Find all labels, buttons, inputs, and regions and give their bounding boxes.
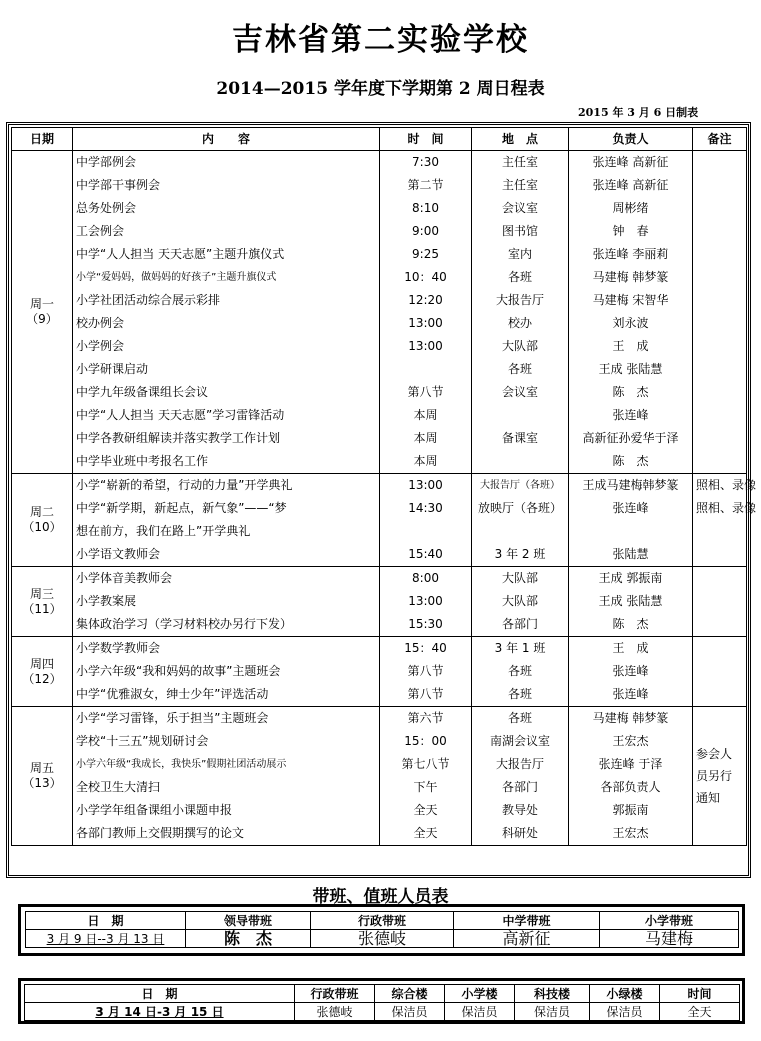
time-cell: 15：40 (380, 637, 472, 661)
duty2-header: 综合楼 (375, 985, 445, 1003)
duty-table-1 (25, 911, 739, 948)
table-row (12, 799, 747, 822)
content-cell: 工会例会 (73, 220, 380, 243)
place-cell: 各班 (472, 660, 569, 683)
note-cell (693, 358, 747, 381)
table-row (12, 335, 747, 358)
place-cell: 会议室 (472, 381, 569, 404)
table-row (12, 660, 747, 683)
duty2-header-row (25, 985, 740, 1003)
table-row (12, 404, 747, 427)
time-cell: 12:20 (380, 289, 472, 312)
person-cell: 王成 郭振南 (569, 567, 693, 591)
place-cell: 主任室 (472, 151, 569, 175)
person-cell: 张连峰 (569, 404, 693, 427)
table-row (12, 707, 747, 731)
duty1-header: 行政带班 (311, 912, 454, 930)
place-cell: 教导处 (472, 799, 569, 822)
time-cell: 本周 (380, 427, 472, 450)
content-cell: 集体政治学习（学习材料校办另行下发） (73, 613, 380, 637)
table-row (12, 497, 747, 520)
table-row (12, 520, 747, 543)
day-date: （9） (26, 312, 58, 326)
duty2-building: 保洁员 (590, 1003, 660, 1021)
table-row (12, 381, 747, 404)
note-cell: 参会人员另行通知 (693, 707, 747, 846)
person-cell: 王成 张陆慧 (569, 358, 693, 381)
place-cell: 各班 (472, 683, 569, 707)
table-row (12, 567, 747, 591)
content-cell: 学校“十三五”规划研讨会 (73, 730, 380, 753)
place-cell: 各部门 (472, 613, 569, 637)
duty2-header: 科技楼 (515, 985, 590, 1003)
note-cell: 照相、录像 (693, 474, 747, 498)
made-date: 2015 年 3 月 6 日制表 (578, 106, 699, 119)
note-cell (693, 683, 747, 707)
note-cell (693, 335, 747, 358)
note-cell (693, 450, 747, 474)
place-cell: 图书馆 (472, 220, 569, 243)
time-cell: 第八节 (380, 660, 472, 683)
schedule-frame (6, 122, 757, 878)
content-cell: 小学语文教师会 (73, 543, 380, 567)
person-cell: 王成 张陆慧 (569, 590, 693, 613)
duty2-admin: 张德岐 (295, 1003, 375, 1021)
place-cell: 各班 (472, 707, 569, 731)
schedule-table (11, 127, 757, 846)
header-note: 备注 (693, 128, 747, 151)
table-row (12, 243, 747, 266)
table-row (12, 312, 747, 335)
note-cell (693, 427, 747, 450)
duty1-header: 小学带班 (600, 912, 739, 930)
content-cell: 小学“爱妈妈，做妈妈的好孩子”主题升旗仪式 (73, 266, 380, 289)
time-cell: 15:30 (380, 613, 472, 637)
note-cell: 照相、录像 (693, 497, 747, 520)
place-cell: 科研处 (472, 822, 569, 846)
day-date: （13） (22, 776, 62, 790)
duty1-date: 3 月 9 日--3 月 13 日 (26, 930, 186, 948)
note-cell (693, 613, 747, 637)
person-cell: 各部负责人 (569, 776, 693, 799)
content-cell: 小学六年级“我成长，我快乐”假期社团活动展示 (73, 753, 380, 776)
time-cell (380, 520, 472, 543)
time-cell: 13:00 (380, 312, 472, 335)
table-row (12, 427, 747, 450)
table-row (12, 753, 747, 776)
place-cell: 各班 (472, 358, 569, 381)
place-cell: 主任室 (472, 174, 569, 197)
duty2-header: 时间 (660, 985, 740, 1003)
note-cell (693, 197, 747, 220)
person-cell: 高新征孙爱华于泽 (569, 427, 693, 450)
duty2-date: 3 月 14 日-3 月 15 日 (25, 1003, 295, 1021)
duty2-time: 全天 (660, 1003, 740, 1021)
time-cell: 8:10 (380, 197, 472, 220)
content-cell: 全校卫生大清扫 (73, 776, 380, 799)
header-person: 负责人 (569, 128, 693, 151)
time-cell: 9:25 (380, 243, 472, 266)
content-cell: 中学部干事例会 (73, 174, 380, 197)
time-cell: 本周 (380, 404, 472, 427)
person-cell: 王 成 (569, 335, 693, 358)
place-cell: 3 年 1 班 (472, 637, 569, 661)
time-cell: 10：40 (380, 266, 472, 289)
person-cell: 张连峰 高新征 (569, 174, 693, 197)
header-date: 日期 (12, 128, 73, 151)
time-cell: 7:30 (380, 151, 472, 175)
duty1-header-row (26, 912, 739, 930)
table-row (12, 543, 747, 567)
content-cell: 总务处例会 (73, 197, 380, 220)
duty1-header: 日 期 (26, 912, 186, 930)
duty1-primary: 马建梅 (600, 930, 739, 948)
table-header-row (12, 128, 747, 151)
table-row (12, 220, 747, 243)
content-cell: 小学六年级“我和妈妈的故事”主题班会 (73, 660, 380, 683)
duty2-header: 日 期 (25, 985, 295, 1003)
person-cell: 陈 杰 (569, 613, 693, 637)
content-cell: 中学部例会 (73, 151, 380, 175)
day-cell (12, 567, 73, 637)
content-cell: 小学社团活动综合展示彩排 (73, 289, 380, 312)
time-cell: 全天 (380, 799, 472, 822)
time-cell: 第六节 (380, 707, 472, 731)
day-date: （10） (22, 520, 62, 534)
day-name: 周四 (29, 656, 54, 671)
content-cell: 中学毕业班中考报名工作 (73, 450, 380, 474)
place-cell (472, 404, 569, 427)
table-row (12, 590, 747, 613)
duty-table-2 (24, 984, 740, 1021)
person-cell: 王宏杰 (569, 730, 693, 753)
place-cell: 会议室 (472, 197, 569, 220)
place-cell: 大报告厅 (472, 289, 569, 312)
time-cell: 第八节 (380, 381, 472, 404)
table-row (12, 683, 747, 707)
note-cell (693, 520, 747, 543)
time-cell: 9:00 (380, 220, 472, 243)
table-row (12, 289, 747, 312)
place-cell: 大报告厅 (472, 753, 569, 776)
person-cell: 周彬绪 (569, 197, 693, 220)
time-cell: 本周 (380, 450, 472, 474)
note-cell (693, 637, 747, 661)
header-content: 内 容 (73, 128, 380, 151)
content-cell: 小学数学教师会 (73, 637, 380, 661)
duty2-row (25, 1003, 740, 1021)
day-cell (12, 151, 73, 474)
place-cell: 备课室 (472, 427, 569, 450)
place-cell: 各部门 (472, 776, 569, 799)
duty-table-2-box (18, 978, 745, 1024)
time-cell: 15:40 (380, 543, 472, 567)
table-row (12, 358, 747, 381)
duty1-leader: 陈 杰 (186, 930, 311, 948)
table-row (12, 151, 747, 175)
schedule-subtitle: 2014—2015 学年度下学期第 2 周日程表 (216, 79, 545, 99)
content-cell: 中学各教研组解读并落实教学工作计划 (73, 427, 380, 450)
content-cell: 小学研课启动 (73, 358, 380, 381)
person-cell: 王 成 (569, 637, 693, 661)
header-time: 时 间 (380, 128, 472, 151)
place-cell: 3 年 2 班 (472, 543, 569, 567)
duty2-building: 保洁员 (375, 1003, 445, 1021)
day-date: （12） (22, 671, 62, 686)
time-cell: 14:30 (380, 497, 472, 520)
note-cell (693, 266, 747, 289)
person-cell: 张连峰 李丽莉 (569, 243, 693, 266)
place-cell: 大队部 (472, 590, 569, 613)
table-row (12, 730, 747, 753)
person-cell: 马建梅 韩梦篆 (569, 707, 693, 731)
person-cell: 钟 春 (569, 220, 693, 243)
day-cell (12, 637, 73, 707)
place-cell: 大报告厅（各班） (472, 474, 569, 498)
note-cell (693, 243, 747, 266)
person-cell: 陈 杰 (569, 381, 693, 404)
day-cell (12, 474, 73, 567)
note-cell (693, 312, 747, 335)
duty2-building: 保洁员 (515, 1003, 590, 1021)
time-cell (380, 358, 472, 381)
duty1-header: 领导带班 (186, 912, 311, 930)
place-cell: 大队部 (472, 335, 569, 358)
place-cell (472, 450, 569, 474)
table-row (12, 822, 747, 846)
person-cell: 张连峰 (569, 683, 693, 707)
person-cell: 张连峰 (569, 497, 693, 520)
duty2-header: 小绿楼 (590, 985, 660, 1003)
note-cell (693, 381, 747, 404)
duty2-header: 小学楼 (445, 985, 515, 1003)
table-row (12, 637, 747, 661)
day-name: 周二 (29, 505, 54, 519)
content-cell: 各部门教师上交假期撰写的论文 (73, 822, 380, 846)
time-cell: 第八节 (380, 683, 472, 707)
content-cell: 中学九年级备课组长会议 (73, 381, 380, 404)
person-cell: 张连峰 (569, 660, 693, 683)
place-cell: 室内 (472, 243, 569, 266)
place-cell (472, 520, 569, 543)
day-name: 周三 (29, 586, 54, 601)
content-cell: 中学“人人担当 天天志愿”学习雷锋活动 (73, 404, 380, 427)
time-cell: 全天 (380, 822, 472, 846)
content-cell: 校办例会 (73, 312, 380, 335)
person-cell (569, 520, 693, 543)
table-row (12, 474, 747, 498)
content-cell: 中学“优雅淑女，绅士少年”评选活动 (73, 683, 380, 707)
time-cell: 第七八节 (380, 753, 472, 776)
note-cell (693, 543, 747, 567)
table-row (12, 266, 747, 289)
content-cell: 小学学年组备课组小课题申报 (73, 799, 380, 822)
note-cell (693, 660, 747, 683)
place-cell: 各班 (472, 266, 569, 289)
place-cell: 南湖会议室 (472, 730, 569, 753)
person-cell: 郭振南 (569, 799, 693, 822)
time-cell: 第二节 (380, 174, 472, 197)
table-row (12, 776, 747, 799)
note-cell (693, 174, 747, 197)
table-row (12, 197, 747, 220)
content-cell: 小学“学习雷锋，乐于担当”主题班会 (73, 707, 380, 731)
day-date: （11） (22, 601, 62, 616)
person-cell: 王宏杰 (569, 822, 693, 846)
time-cell: 15：00 (380, 730, 472, 753)
place-cell: 校办 (472, 312, 569, 335)
time-cell: 8:00 (380, 567, 472, 591)
duty-table-1-box (18, 904, 745, 956)
duty-title: 带班、值班人员表 (312, 887, 449, 907)
content-cell: 中学“新学期，新起点，新气象”——“梦 (73, 497, 380, 520)
table-row (12, 450, 747, 474)
person-cell: 王成马建梅韩梦篆 (569, 474, 693, 498)
duty1-admin: 张德岐 (311, 930, 454, 948)
person-cell: 张陆慧 (569, 543, 693, 567)
duty2-header: 行政带班 (295, 985, 375, 1003)
person-cell: 张连峰 于泽 (569, 753, 693, 776)
note-cell (693, 151, 747, 175)
content-cell: 小学例会 (73, 335, 380, 358)
place-cell: 放映厅（各班） (472, 497, 569, 520)
table-row (12, 174, 747, 197)
day-name: 周五 (29, 761, 54, 775)
note-cell (693, 289, 747, 312)
person-cell: 马建梅 韩梦篆 (569, 266, 693, 289)
content-cell: 小学体音美教师会 (73, 567, 380, 591)
note-cell (693, 590, 747, 613)
content-cell: 小学“崭新的希望，行动的力量”开学典礼 (73, 474, 380, 498)
day-cell (12, 707, 73, 846)
note-cell (693, 220, 747, 243)
person-cell: 张连峰 高新征 (569, 151, 693, 175)
time-cell: 13:00 (380, 335, 472, 358)
duty1-middle: 高新征 (454, 930, 600, 948)
content-cell: 中学“人人担当 天天志愿”主题升旗仪式 (73, 243, 380, 266)
note-cell (693, 404, 747, 427)
content-cell: 想在前方，我们在路上”开学典礼 (73, 520, 380, 543)
time-cell: 下午 (380, 776, 472, 799)
person-cell: 刘永波 (569, 312, 693, 335)
table-row (12, 613, 747, 637)
note-cell (693, 567, 747, 591)
time-cell: 13:00 (380, 590, 472, 613)
duty2-building: 保洁员 (445, 1003, 515, 1021)
duty1-header: 中学带班 (454, 912, 600, 930)
place-cell: 大队部 (472, 567, 569, 591)
person-cell: 陈 杰 (569, 450, 693, 474)
school-title: 吉林省第二实验学校 (232, 22, 529, 58)
content-cell: 小学教案展 (73, 590, 380, 613)
duty1-row (26, 930, 739, 948)
header-place: 地 点 (472, 128, 569, 151)
time-cell: 13:00 (380, 474, 472, 498)
day-name: 周一 (29, 297, 54, 311)
person-cell: 马建梅 宋智华 (569, 289, 693, 312)
